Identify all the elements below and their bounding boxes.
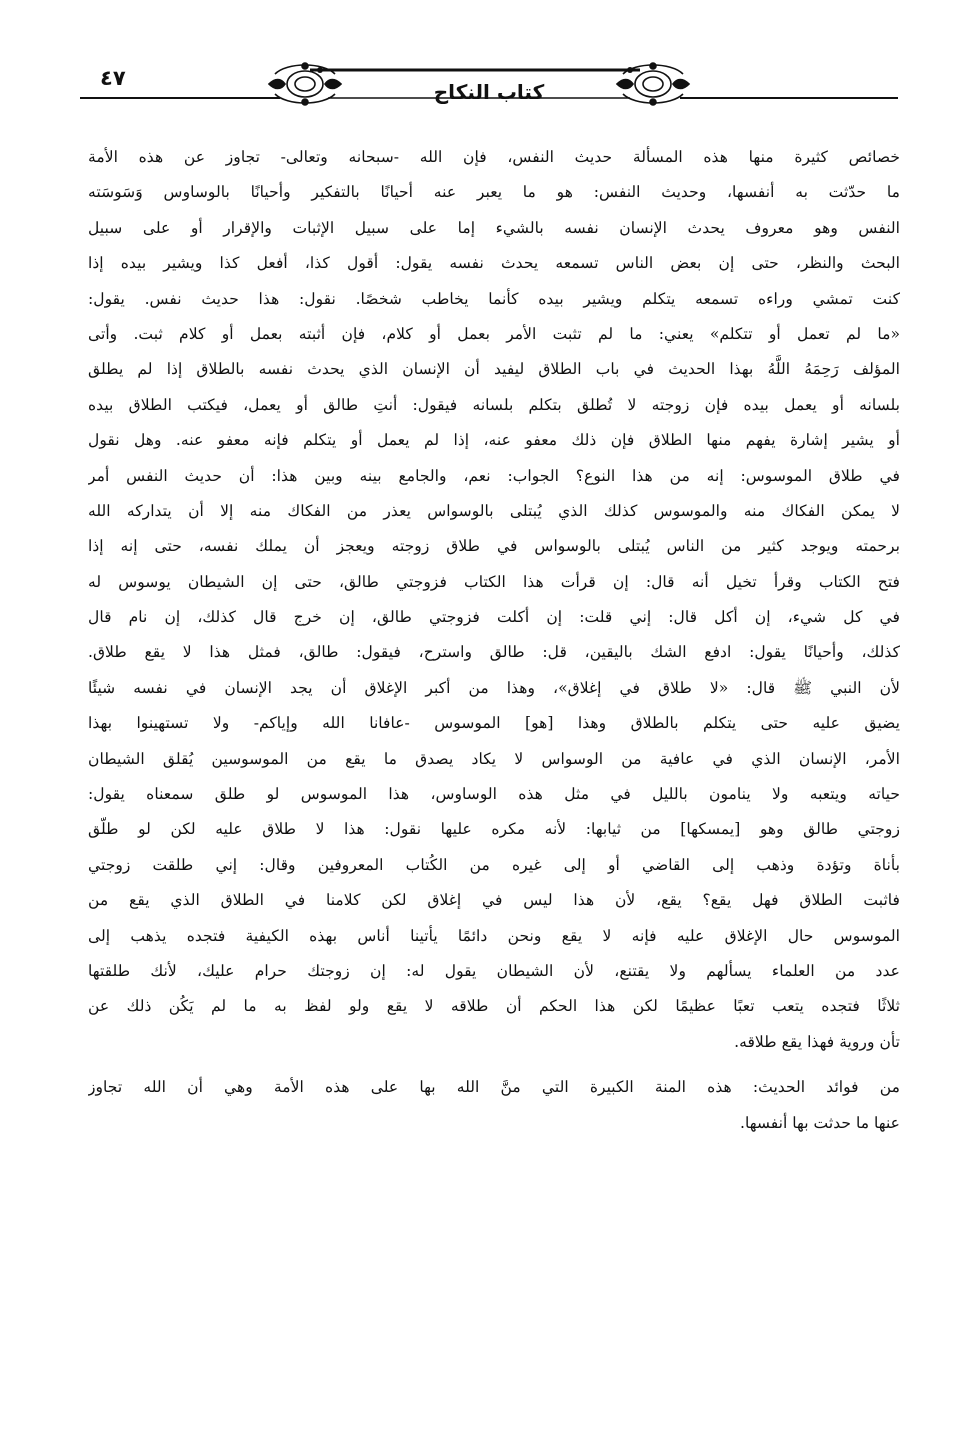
- text-line: «ما لم تعمل أو تتكلم» يعني: ما لم تثبت الأمر بعمل أو كلام، فإن أثبته بعمل أو كلام ثبت. وأتى: [88, 324, 900, 343]
- text-line: خصائص كثيرة منها هذه المسألة حديث النفس، فإن الله -سبحانه وتعالى- تجاوز عن هذه الأمة: [88, 148, 900, 166]
- text-line: حياته ويتعبه ولا ينامون بالليل في مثل هذه الوساوس، هذا الموسوس لو طلق سمعناه يقول:: [88, 785, 900, 804]
- running-title: كتاب النكاح: [433, 80, 545, 104]
- text-line: في كل شيء، إن أكل قال: إني قلت: إن أكلت فزوجتي طالق، إن خرج قال كذلك، إن نام قال: [88, 608, 900, 627]
- text-line: برحمته ويوجد كثير من الناس يُبتلى بالوسواس في طلاق زوجته ويعجز أن يملك نفسه، حتى إنه إذا: [88, 537, 900, 556]
- text-line: عنها ما حدثت بها أنفسها.: [739, 1113, 900, 1132]
- text-line: الأمر، الإنسان الذي في عافية من الوسواس لا يكاد يصدق ما يقع من الموسوسين يُقلق الشيطان: [88, 749, 900, 768]
- text-line: عدد من العلماء يسألهم ولا يقتنع، لأن الشيطان يقول له: إن زوجتك حرام عليك، لأنك طلقتها: [88, 961, 900, 980]
- text-line: المؤلف رَحِمَهُ اللَّهُ بهذا الحديث في باب الطلاق ليفيد أن الإنسان الذي يحدث نفسه بالطلاق إذا لم يطلق: [88, 360, 900, 379]
- page-header: [80, 58, 898, 128]
- body-text: [88, 140, 900, 1141]
- text-line: في طلاق الموسوس: إنه من هذا النوع؟ الجواب: نعم، والجامع بينه وبين هذا: أن حديث النفس أمر: [88, 466, 900, 485]
- text-line: أو يشير إشارة يفهم منها الطلاق فإن ذلك معفو عنه، إذا لم يعمل أو يتكلم فإنه معفو عنه. وهل نقول: [88, 431, 900, 450]
- page-number: ٤٧: [100, 66, 126, 90]
- text-line: فتح الكتاب وقرأ تخيل أنه قال: إن قرأت هذا الكتاب فزوجتي طالق، حتى إن الشيطان يوسوس له: [88, 572, 900, 591]
- text-line: البحث والنظر، حتى إن بعض الناس تسمعه يحدث نفسه يقول: أقول كذا، أفعل كذا ويشير بيده إذا: [88, 254, 900, 273]
- text-line: من فوائد الحديث: هذه المنة الكبيرة التي منَّ الله بها على هذه الأمة وهي أن الله تجاوز: [88, 1078, 900, 1097]
- text-line: ثلاثًا فتجده يتعب تعبًا عظيمًا لكن هذا الحكم أن طلاقه لا يقع ولو لفظ به ما لم يَكُن ذلك عن: [88, 997, 900, 1016]
- text-line: فاثبت الطلاق فهل يقع؟ يقع، لأن هذا ليس في إغلاق لكن كلامنا في الطلاق الذي يقع من: [88, 891, 900, 910]
- paragraph-gap: [88, 1060, 900, 1070]
- text-line: بأناة وتؤدة وذهب إلى القاضي أو إلى غيره من الكُتاب المعروفين وقال: إني طلقت زوجتي: [88, 855, 900, 874]
- text-line: لأن النبي ﷺ قال: «لا طلاق في إغلاق»، وهذا من أكبر الإغلاق أن يجد الإنسان في نفسه شيئًا: [88, 678, 900, 697]
- text-line: بلسانه أو يعمل بيده فإن زوجته لا تُطلق بتكلم بلسانه فيقول: أنتِ طالق أو يعمل، فيكتب الطلاق بيده: [88, 395, 900, 414]
- text-line: تأن وروية فهذا يقع طلاقه.: [734, 1032, 900, 1051]
- text-line: الموسوس حال الإغلاق عليه فإنه لا يقع ونحن دائمًا يأتينا أناس بهذه الكيفية فتجده يذهب إلى: [88, 926, 900, 945]
- text-line: يضيق عليه حتى يتكلم بالطلاق وهذا [هو] الموسوس -عافانا الله وإياكم- ولا تستهينوا بهذا: [88, 714, 900, 733]
- text-line: ما حدّثت به أنفسها، وحديث النفس: هو ما يعبر عنه أحيانًا بالتفكير وأحيانًا بالوساوس وَسَوسَته: [88, 183, 900, 202]
- text-line: لا يمكن الفكاك منه والموسوس كذلك الذي يُبتلى بالوسواس يعذر من الفكاك منه إلا أن يتداركه الله: [88, 501, 900, 520]
- paragraph: [88, 1070, 900, 1141]
- text-line: زوجتي طالق وهو [يمسكها] من ثيابها: لأنه مكره عليها نقول: هذا لا طلاق عليه لكن لو طلّق: [88, 820, 900, 839]
- text-line: النفس وهو معروف يحدث الإنسان نفسه بالشيء إما على سبيل الإثبات والإقرار أو على سبيل: [88, 218, 900, 237]
- paragraph: [88, 140, 900, 1060]
- text-line: كنت تمشي وراءه تسمعه يتكلم ويشير بيده كأنما يخاطب شخصًا. نقول: هذا حديث نفس. يقول:: [88, 289, 900, 308]
- text-line: كذلك، وأحيانًا يقول: ادفع الشك باليقين، قل: طالق واسترح، فيقول: طالق، فمثل هذا لا يقع طلاق.: [88, 643, 900, 662]
